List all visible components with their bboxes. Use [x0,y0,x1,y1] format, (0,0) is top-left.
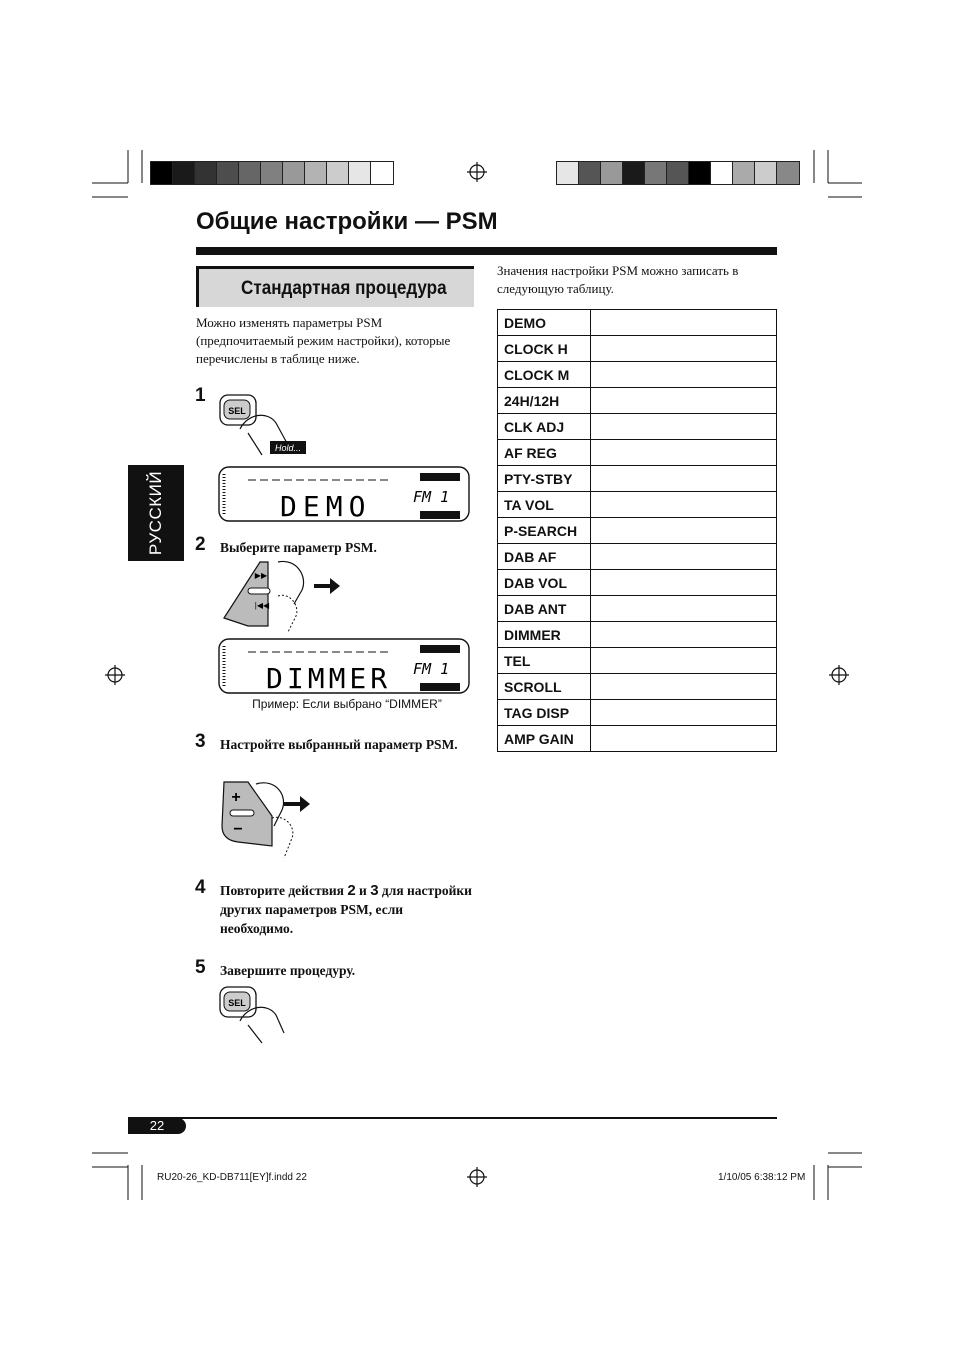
psm-item-label: CLK ADJ [498,414,591,440]
color-swatch [261,162,283,184]
page-number: 22 [128,1118,186,1134]
color-bar-right [556,161,800,185]
hold-label: Hold... [274,443,302,453]
psm-item-label: AMP GAIN [498,726,591,752]
psm-item-label: DAB AF [498,544,591,570]
display-demo [218,466,470,522]
table-intro-text: Значения настройки PSM можно записать в следующую таблицу. [497,263,739,296]
table-row [498,414,777,440]
table-row [498,674,777,700]
psm-item-value-cell[interactable] [591,414,777,440]
psm-item-value-cell[interactable] [591,492,777,518]
psm-item-label: DEMO [498,310,591,336]
color-swatch [195,162,217,184]
color-swatch [733,162,755,184]
color-swatch [217,162,239,184]
step-2-number: 2 [195,534,206,555]
psm-item-label: DIMMER [498,622,591,648]
step-4-text: Повторите действия 2 и 3 для настройки других параметров PSM, если необходимо. [220,882,472,936]
color-swatch [283,162,305,184]
psm-item-value-cell[interactable] [591,388,777,414]
psm-item-value-cell[interactable] [591,518,777,544]
step-5-text: Завершите процедуру. [220,963,356,978]
psm-item-label: SCROLL [498,674,591,700]
color-swatch [239,162,261,184]
table-row [498,518,777,544]
step-3-text: Настройте выбранный параметр PSM. [220,737,458,752]
table-row [498,726,777,752]
psm-item-label: PTY-STBY [498,466,591,492]
table-row [498,544,777,570]
color-swatch [689,162,711,184]
color-swatch [667,162,689,184]
psm-item-value-cell[interactable] [591,336,777,362]
psm-item-value-cell[interactable] [591,674,777,700]
intro-text: Можно изменять параметры PSM (предпочитаемый режим настройки), которые перечислены в таблице ниже. [196,315,451,366]
sel-label: SEL [228,406,246,416]
psm-item-value-cell[interactable] [591,726,777,752]
psm-item-label: P-SEARCH [498,518,591,544]
display-demo-band: FM 1 [413,488,450,506]
table-row [498,492,777,518]
psm-item-value-cell[interactable] [591,700,777,726]
psm-item-value-cell[interactable] [591,570,777,596]
color-swatch [349,162,371,184]
next-icon: ▶▶| [254,571,270,580]
table-row [498,388,777,414]
minus-label: − [233,821,243,838]
adjust-control-illustration [218,776,348,862]
display-demo-text: DEMO [280,490,372,522]
psm-item-label: CLOCK H [498,336,591,362]
prev-icon: |◀◀ [254,601,270,610]
table-row [498,622,777,648]
color-swatch [173,162,195,184]
color-swatch [557,162,579,184]
color-swatch [601,162,623,184]
psm-table [497,309,777,752]
psm-item-value-cell[interactable] [591,648,777,674]
psm-item-label: CLOCK M [498,362,591,388]
table-row [498,466,777,492]
table-row [498,648,777,674]
color-bar-left [150,161,394,185]
color-swatch [755,162,777,184]
color-swatch [579,162,601,184]
psm-item-label: TEL [498,648,591,674]
plus-label: + [231,789,241,806]
title-rule [196,247,777,255]
color-swatch [371,162,393,184]
display-dimmer-text: DIMMER [266,662,392,694]
display-dimmer-band: FM 1 [413,660,450,678]
psm-item-value-cell[interactable] [591,362,777,388]
psm-item-value-cell[interactable] [591,622,777,648]
psm-item-label: DAB VOL [498,570,591,596]
step-5-number: 5 [195,957,206,978]
psm-item-value-cell[interactable] [591,596,777,622]
table-row [498,596,777,622]
color-swatch [777,162,799,184]
psm-item-value-cell[interactable] [591,310,777,336]
display-dimmer [218,638,470,694]
step-2-text: Выберите параметр PSM. [220,540,377,555]
arrow-right-icon [284,796,310,812]
color-swatch [327,162,349,184]
section-subtitle: Стандартная процедура [241,278,447,299]
psm-item-value-cell[interactable] [591,440,777,466]
step-3-number: 3 [195,731,206,752]
table-row [498,700,777,726]
psm-item-label: DAB ANT [498,596,591,622]
psm-item-label: AF REG [498,440,591,466]
psm-item-label: 24H/12H [498,388,591,414]
sel-label-2: SEL [228,998,246,1008]
table-row [498,440,777,466]
step-1-number: 1 [195,385,206,406]
sel-button-illustration [218,985,298,1045]
color-swatch [623,162,645,184]
footer-date: 1/10/05 6:38:12 PM [718,1172,806,1183]
table-row [498,336,777,362]
step-4-number: 4 [195,877,206,898]
footer-file: RU20-26_KD-DB711[EY]f.indd 22 [157,1172,307,1183]
color-swatch [645,162,667,184]
table-row [498,310,777,336]
language-tab-label: РУССКИЙ [146,470,165,556]
page-title: Общие настройки — PSM [196,208,498,235]
sel-button-hold-illustration [218,393,318,463]
example-caption: Пример: Если выбрано “DIMMER” [252,697,442,711]
color-swatch [305,162,327,184]
select-control-illustration [218,556,348,636]
color-swatch [151,162,173,184]
table-row [498,570,777,596]
psm-item-label: TAG DISP [498,700,591,726]
table-row [498,362,777,388]
psm-item-label: TA VOL [498,492,591,518]
psm-item-value-cell[interactable] [591,544,777,570]
arrow-right-icon [314,578,340,594]
language-tab [128,465,184,561]
psm-item-value-cell[interactable] [591,466,777,492]
footer-rule [128,1117,777,1119]
color-swatch [711,162,733,184]
section-subtitle-box [196,266,474,307]
